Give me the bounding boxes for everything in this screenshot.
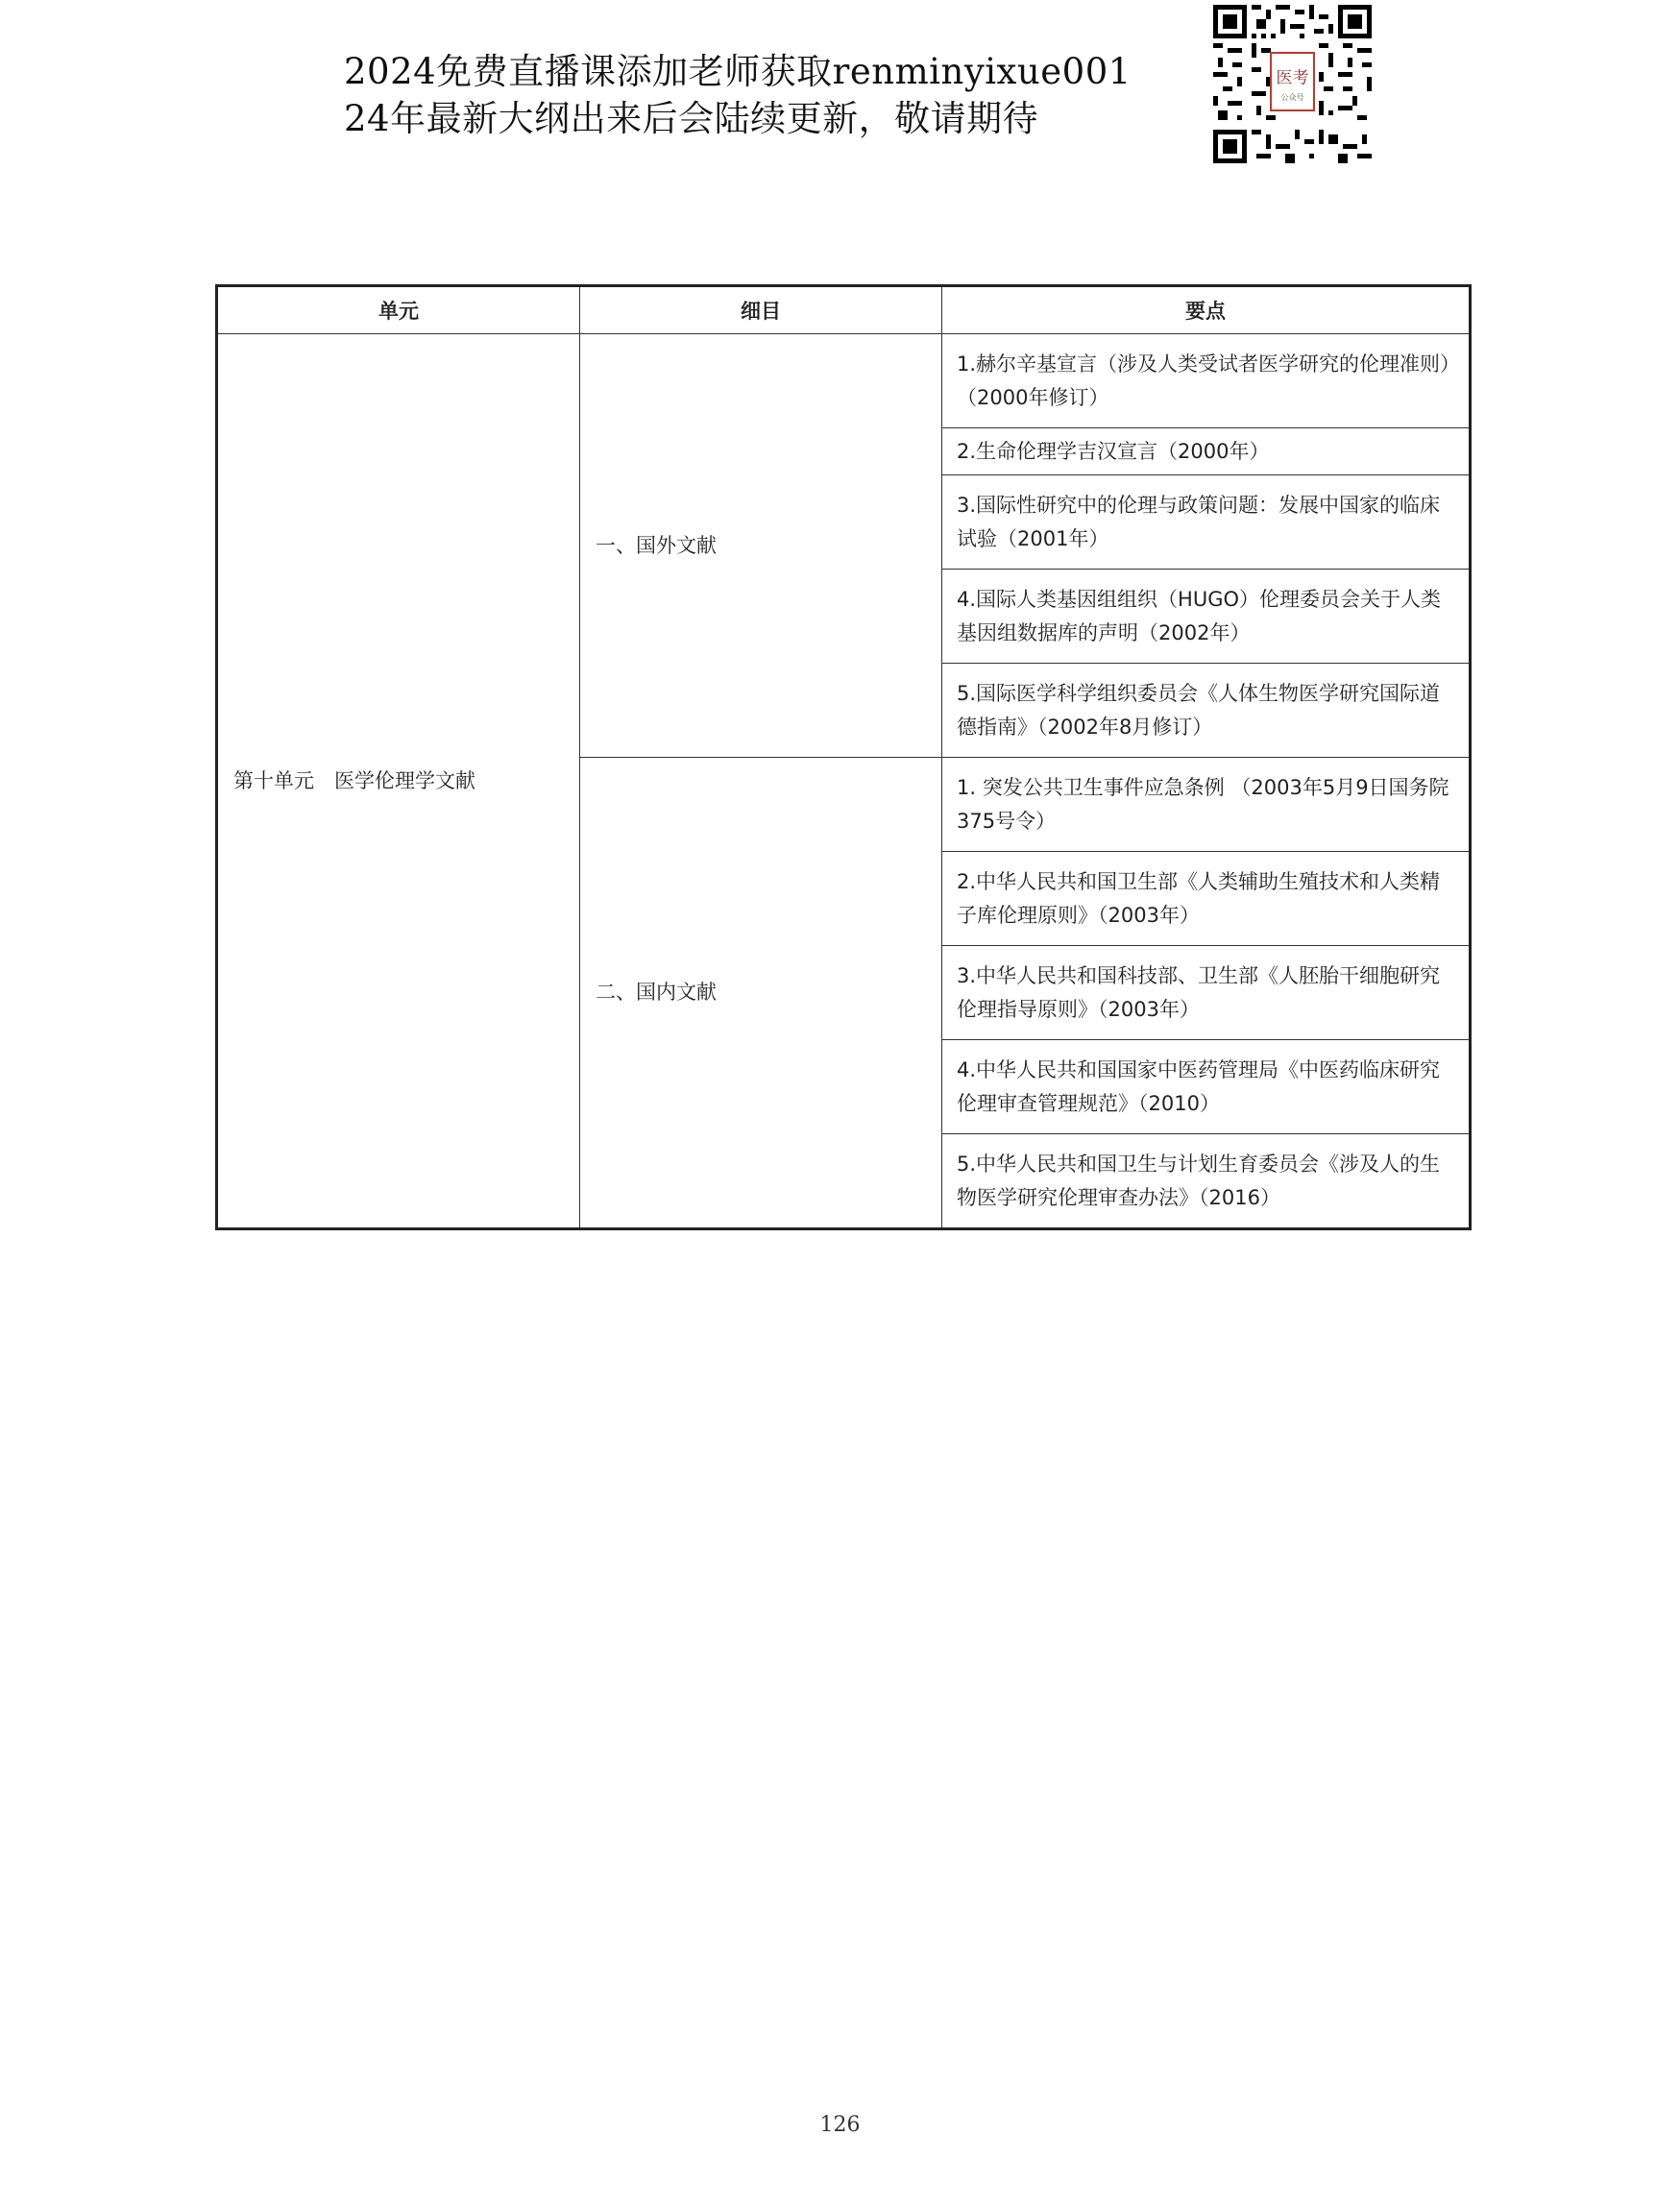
point-cell: 2.生命伦理学吉汉宣言（2000年） — [942, 428, 1471, 475]
point-cell: 1. 突发公共卫生事件应急条例 （2003年5月9日国务院375号令） — [942, 758, 1471, 852]
qr-code-image — [1213, 5, 1372, 163]
syllabus-table — [215, 284, 1472, 1230]
point-cell: 2.中华人民共和国卫生部《人类辅助生殖技术和人类精子库伦理原则》（2003年） — [942, 852, 1471, 946]
qr-logo-text: 医考 — [1276, 68, 1309, 88]
promo-line-2: 24年最新大纲出来后会陆续更新，敬请期待 — [344, 98, 1039, 139]
subitem-cell: 二、国内文献 — [580, 758, 942, 1229]
point-cell: 3.中华人民共和国科技部、卫生部《人胚胎干细胞研究伦理指导原则》（2003年） — [942, 946, 1471, 1040]
table-row — [217, 334, 1471, 428]
header-unit: 单元 — [217, 286, 580, 334]
table-header-row — [217, 286, 1471, 334]
promo-banner — [344, 48, 1189, 142]
point-cell: 3.国际性研究中的伦理与政策问题：发展中国家的临床试验（2001年） — [942, 475, 1471, 570]
qr-logo-subtext: 公众号 — [1280, 93, 1304, 102]
point-cell: 5.中华人民共和国卫生与计划生育委员会《涉及人的生物医学研究伦理审查办法》（2016） — [942, 1134, 1471, 1229]
qr-code — [1213, 5, 1372, 163]
subitem-cell: 一、国外文献 — [580, 334, 942, 758]
point-cell: 5.国际医学科学组织委员会《人体生物医学研究国际道德指南》（2002年8月修订） — [942, 664, 1471, 758]
point-cell: 4.中华人民共和国国家中医药管理局《中医药临床研究伦理审查管理规范》（2010） — [942, 1040, 1471, 1134]
unit-cell: 第十单元 医学伦理学文献 — [217, 334, 580, 1229]
header-subitem: 细目 — [580, 286, 942, 334]
point-cell: 1.赫尔辛基宣言（涉及人类受试者医学研究的伦理准则）（2000年修订） — [942, 334, 1471, 428]
point-cell: 4.国际人类基因组组织（HUGO）伦理委员会关于人类基因组数据库的声明（2002年） — [942, 570, 1471, 664]
header-points: 要点 — [942, 286, 1471, 334]
page-number: 126 — [819, 2113, 861, 2137]
promo-line-1: 2024免费直播课添加老师获取renminyixue001 — [344, 51, 1132, 92]
